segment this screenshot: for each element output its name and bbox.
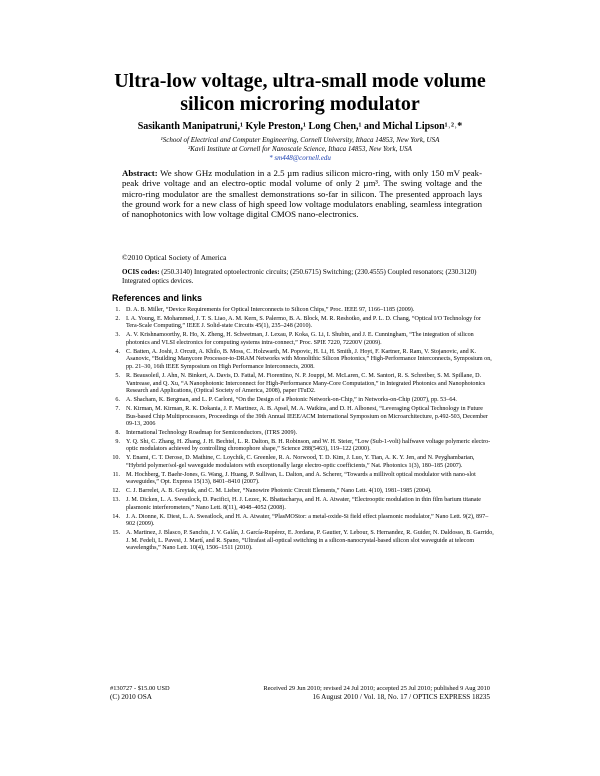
reference-number: 12. — [112, 488, 120, 495]
reference-number: 8. — [115, 429, 120, 436]
abstract-text: We show GHz modulation in a 2.5 µm radius silicon micro-ring, with only 150 mV peak-peak drive voltage and an electro-optic modal volume of only 2 µm³. The swing voltage and the micro-ring modulator are the smallest demonstrations so-far in silicon. The presented approach lays the ground work for a new class of high speed low voltage modulators enabling, seamless integration of nanophotonics with low voltage digital CMOS nano-electronics. — [122, 168, 482, 220]
reference-item — [110, 349, 495, 372]
reference-text: C. J. Barrelet, A. B. Greytak, and C. M. Lieber, “Nanowire Photonic Circuit Elements,” Nano Lett. 4(10), 1981–1985 (2004). — [126, 488, 432, 495]
reference-list — [110, 307, 495, 554]
reference-text: Y. Enami, C. T. Derose, D. Mathine, C. Loychik, C. Greenlee, R. A. Norwood, T. D. Kim, J. Luo, Y. Tian, A. K. Y. Jen, and N. Peyghambarian, “Hybrid polymer/sol-gel waveguide modulators with exceptionally large electro-optic coefficients,” Nat. Photonics 1(3), 180–185 (2007). — [126, 455, 475, 469]
reference-text: A. V. Krishnamoorthy, R. Ho, X. Zheng, H. Schwetman, J. Lexau, P. Koka, G. Li, I. Shubin, and J. E. Cunningham, “The integration of silicon photonics and VLSI electronics for computing systems intra-connect,” Proc. SPIE 7220, 72200V (2009). — [126, 332, 474, 346]
reference-text: I. A. Young, E. Mohammed, J. T. S. Liao, A. M. Kern, S. Palermo, B. A. Block, M. R. Reshotko, and P. L. D. Chang, “Optical I/O Technology for Tera-Scale Computing,” IEEE J. Solid-state Circuits 45(1), 235–248 (2010). — [126, 315, 481, 330]
ocis-label: OCIS codes: — [122, 268, 160, 276]
reference-number: 2. — [115, 315, 120, 322]
footer-received-dates: Received 29 Jun 2010; revised 24 Jul 2010; accepted 25 Jul 2010; published 9 Aug 2010 — [263, 685, 490, 692]
affiliations — [60, 136, 540, 163]
reference-text: Y. Q. Shi, C. Zhang, H. Zhang, J. H. Bechtel, L. R. Dalton, B. H. Robinson, and W. H. Steier, “Low (Sub-1-volt) halfwave voltage polymeric electro-optic modulators achieved by controlling chromophore shape,” Science 288(5463), 119–122 (2000). — [126, 438, 491, 453]
reference-item — [110, 514, 495, 529]
references-heading: References and links — [112, 293, 203, 303]
reference-item — [110, 530, 495, 553]
author-email-link[interactable]: * sm448@cornell.edu — [269, 154, 331, 162]
affiliation-1: ¹School of Electrical and Computer Engineering, Cornell University, Ithaca 14853, New York, USA — [160, 136, 440, 144]
page-footer — [110, 684, 490, 702]
reference-number: 4. — [115, 348, 120, 355]
reference-item — [110, 430, 495, 438]
reference-item — [110, 373, 495, 396]
reference-text: C. Batten, A. Joshi, J. Orcutt, A. Khilo, B. Moss, C. Holzwarth, M. Popovic, H. Li, H. Smith, J. Hoyt, F. Kartner, R. Ram, V. Stojanovic, and K. Asanovic, “Building Manycore Processor-to-DRAM Networks with Monolithic Silicon Photonics,” High-Performance Interconnects, Symposium on, pp. 21–30, 16th IEEE Symposium on High Performance Interconnects, 2008. — [126, 348, 492, 371]
reference-text: J. A. Dionne, K. Diest, L. A. Sweatlock, and H. A. Atwater, “PlasMOStor: a metal-oxide-Si field effect plasmonic modulator,” Nano Lett. 9(2), 897–902 (2009). — [126, 513, 489, 528]
footer-journal-info: 16 August 2010 / Vol. 18, No. 17 / OPTICS EXPRESS 18235 — [312, 693, 490, 701]
reference-item — [110, 406, 495, 429]
reference-number: 3. — [115, 332, 120, 339]
footer-copyright: (C) 2010 OSA — [110, 693, 152, 701]
reference-number: 7. — [115, 405, 120, 412]
title-line-2: silicon microring modulator — [180, 93, 420, 115]
reference-text: M. Hochberg, T. Baehr-Jones, G. Wang, J. Huang, P. Sullivan, L. Dalton, and A. Scherer, “Towards a millivolt optical modulator with nano-slot waveguides,” Opt. Express 15(13), 8401–8410 (2007). — [126, 471, 476, 486]
ocis-text: (250.3140) Integrated optoelectronic circuits; (250.6715) Switching; (230.4555) Coupled resonators; (230.3120) Integrated optics devices. — [122, 268, 477, 285]
author-list: Sasikanth Manipatruni,¹ Kyle Preston,¹ Long Chen,¹ and Michal Lipson¹˒²˒* — [137, 121, 463, 132]
footer-manuscript-id: #130727 - $15.00 USD — [110, 685, 170, 692]
abstract-label: Abstract: — [122, 168, 158, 178]
reference-text: R. Beausoleil, J. Ahn, N. Binkert, A. Davis, D. Fattal, M. Fiorentino, N. P. Jouppi, M. McLaren, C. M. Santori, R. S. Schreiber, S. M. Spillane, D. Vantrease, and Q. Xu, “A Nanophotonic Interconnect for High-Performance Many-Core Computation,” in Integrated Photonics and Nanophotonics Research and Applications, (Optical Society of America, 2008), paper ITuD2. — [126, 372, 486, 395]
copyright-notice: ©2010 Optical Society of America — [122, 253, 227, 262]
reference-text: International Technology Roadmap for Semiconductors, (ITRS 2009). — [126, 429, 298, 436]
reference-number: 10. — [112, 455, 120, 462]
reference-item — [110, 332, 495, 347]
paper-title — [60, 70, 540, 116]
reference-text: J. M. Dicken, L. A. Sweatlock, D. Pacifici, H. J. Lezec, K. Bhattacharya, and H. A. Atwater, “Electrooptic modulation in thin film barium titanate plasmonic interferometers,” Nano Lett. 8(11), 4048–4052 (2008). — [126, 497, 481, 511]
reference-number: 6. — [115, 397, 120, 404]
reference-item — [110, 497, 495, 512]
reference-text: A. Shacham, K. Bergman, and L. P. Carloni, “On the Design of a Photonic Network-on-Chip,” in Networks-on-Chip (2007), pp. 53–64. — [126, 397, 457, 404]
reference-number: 11. — [112, 471, 120, 478]
title-line-1: Ultra-low voltage, ultra-small mode volume — [114, 70, 486, 92]
affiliation-2: ²Kavli Institute at Cornell for Nanoscale Science, Ithaca 14853, New York, USA — [188, 145, 412, 153]
reference-number: 14. — [112, 513, 120, 520]
reference-item — [110, 472, 495, 487]
reference-number: 5. — [115, 372, 120, 379]
abstract — [122, 168, 482, 219]
reference-number: 9. — [115, 438, 120, 445]
reference-item — [110, 455, 495, 470]
reference-number: 1. — [115, 307, 120, 313]
reference-number: 15. — [112, 530, 120, 537]
reference-text: N. Kirman, M. Kirman, R. K. Dokania, J. F. Martinez, A. B. Apsel, M. A. Watkins, and D. H. Albonesi, “Leveraging Optical Technology in Future Bus-based Chip Multiprocessors, Proceedings of the 39th Annual IEEE/ACM International Symposium on Microarchitecture, p.492-503, December 09-13, 2006 — [126, 405, 488, 428]
reference-item — [110, 307, 495, 315]
reference-item — [110, 439, 495, 454]
reference-text: D. A. B. Miller, “Device Requirements for Optical Interconnects to Silicon Chips,” Proc. IEEE 97, 1166–1185 (2009). — [126, 307, 415, 313]
reference-number: 13. — [112, 497, 120, 504]
reference-item — [110, 397, 495, 405]
reference-item — [110, 488, 495, 496]
reference-item — [110, 316, 495, 331]
ocis-codes — [122, 268, 482, 286]
reference-text: A. Martinez, J. Blasco, P. Sanchis, J. V. Galán, J. García-Rupérez, E. Jordana, P. Gautier, Y. Lebour, S. Hernandez, R. Guider, N. Daldosso, B. Garrido, J. M. Fedeli, L. Pavesi, J. Martí, and R. Spano, “Ultrafast all-optical switching in a silicon-nanocrystal-based silicon slot waveguide at telecom wavelengths,” Nano Lett. 10(4), 1506–1511 (2010). — [126, 530, 494, 552]
